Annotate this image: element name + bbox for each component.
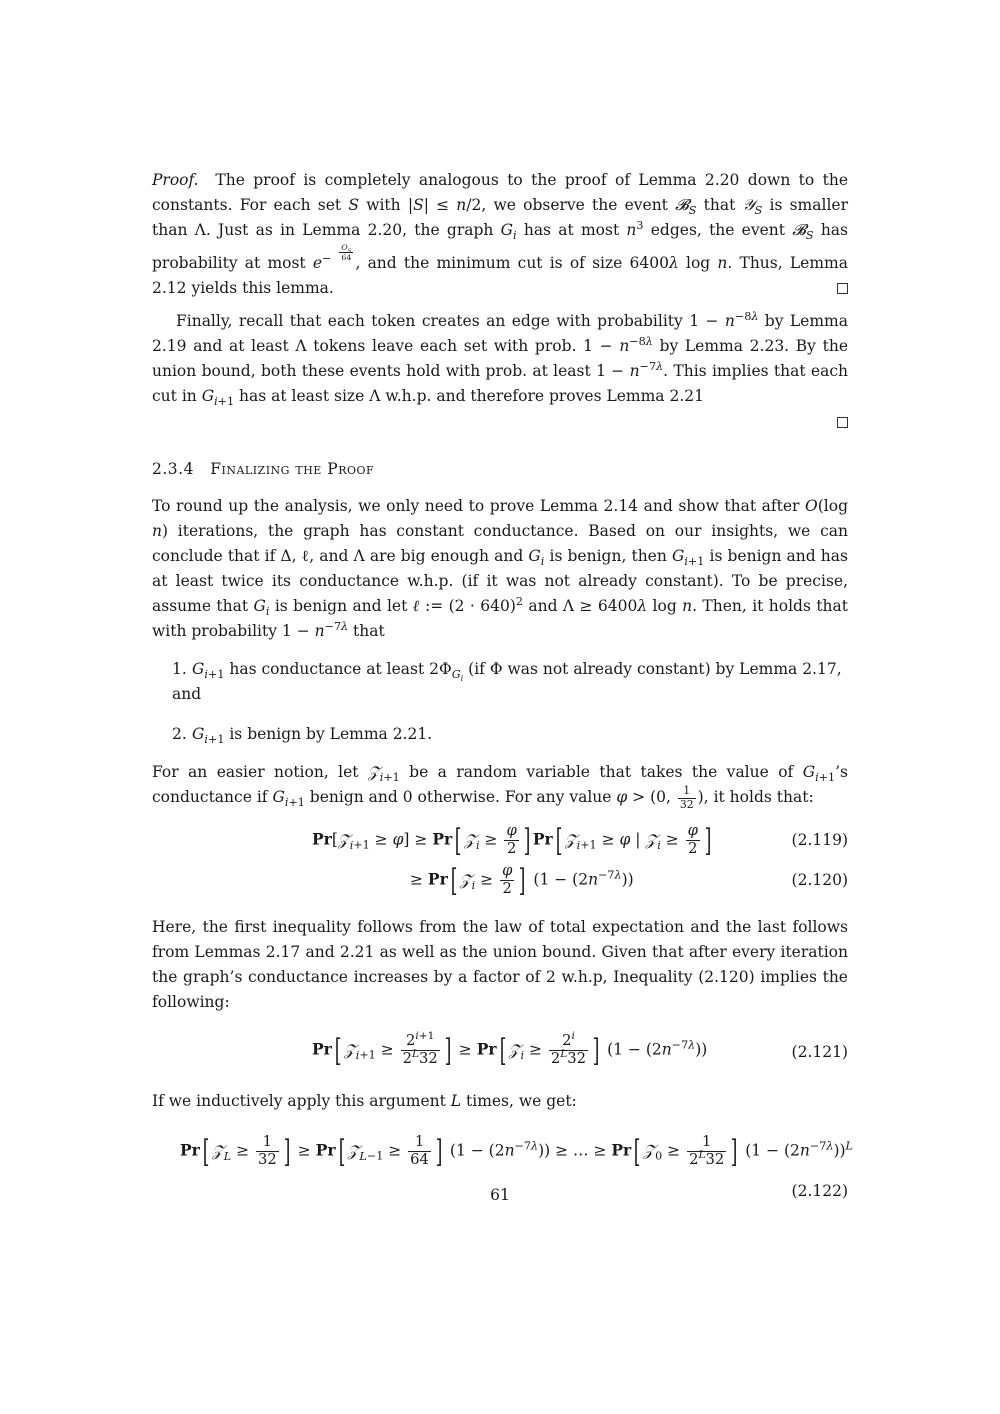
finally-paragraph: Finally, recall that each token creates an edge with probability $1 - n^{-8\lambda}$ by Lemma 2.19 and at least Λ tokens leave each set with prob. $1 - n^{-8\lambda}$ by Lemma 2.23. By the union bound, both these events hold with prob. at least $1 - n^{-7\lambda}$. This implies that each cut in $G_{i+1}$ has at least size Λ w.h.p. and therefore proves Lemma 2.21: [152, 309, 849, 409]
here-block: [152, 915, 848, 1015]
proof-text: , and the minimum cut is of size: [355, 254, 630, 273]
equation-number: (2.122): [791, 1182, 848, 1201]
proof-text: . Thus, Lemma 2.12 yields this lemma.: [152, 254, 848, 298]
conditions-list: [152, 657, 848, 747]
easier-text: For an easier notion, let: [152, 763, 368, 782]
proof-text: has at most: [516, 221, 627, 239]
finally-text: by Lemma 2.23. By the union bound, both these events hold with prob. at least: [152, 337, 848, 381]
page-number: 61: [490, 1186, 510, 1204]
equation-2-121: Pr[ 𝒵$_{i+1}$ ≥ $\frac{2^{i+1}}{2^L32}$ ] ≥ Pr[ 𝒵$_i$ ≥ $\frac{2^i}{2^L32}$ ] $(1 - (2n^{-7\lambda}))$ (2.121): [312, 1030, 848, 1069]
proof-block: [152, 168, 848, 301]
induct-paragraph: If we inductively apply this argument L times, we get:: [152, 1092, 577, 1111]
list-item-label: 2.: [172, 725, 187, 744]
easier-block: [152, 760, 848, 811]
induct-text: If we inductively apply this argument: [152, 1092, 451, 1111]
qed-symbol: [837, 283, 848, 294]
easier-text: benign and 0 otherwise. For any value: [304, 788, 617, 807]
easier-paragraph: For an easier notion, let 𝒵$_{i+1}$ be a random variable that takes the value of $G_{i+1}’s$ conductance if $G_{i+1}$ benign and 0 otherwise. For any value φ > (0, $\frac{1}{32}$ ), it holds that:: [152, 763, 848, 811]
here-paragraph: Here, the first inequality follows from the law of total expectation and the last follows from Lemmas 2.17 and 2.21 as well as the union bound. Given that after every iteration the graph’s conductance increases by a factor of 2 w.h.p, Inequality (2.120) implies the following:: [152, 918, 848, 1012]
round-up-paragraph: To round up the analysis, we only need to prove Lemma 2.14 and show that after O(log n) iterations, the graph has constant conductance. Based on our insights, we can conclude that if Δ, ℓ, and Λ are big enough and $G_i$ is benign, then $G_{i+1}$ is benign and has at least twice its conductance w.h.p. (if it was not already constant). To be precise, assume that $G_i$ is benign and let ℓ := $(2 \cdot 640)^2$ and Λ ≥ 6400λ log n. Then, it holds that with probability $1 - n^{-7\lambda}$ that: [152, 497, 848, 641]
qed-symbol: [837, 417, 848, 428]
equation-2-119: Pr[𝒵$_{i+1}$ ≥ φ] ≥ Pr[ 𝒵$_i$ ≥ $\frac{\varphi}{2}$ ] Pr[ 𝒵$_{i+1}$ ≥ φ | 𝒵$_i$ ≥ $\frac{\varphi}{2}$ ] (2.119): [312, 822, 848, 859]
equation-number: (2.121): [791, 1043, 848, 1062]
proof-text: with: [366, 196, 408, 214]
finally-text: Finally, recall that each token creates an edge with probability: [176, 312, 690, 331]
easier-text: , it holds that:: [703, 788, 814, 807]
list-item: 1. $G_{i+1}$ has conductance at least $2\Phi_{G_i}$ (if Φ was not already constant) by Lemma 2.17, and: [152, 657, 848, 707]
list-item: 2. $G_{i+1}$ is benign by Lemma 2.21.: [152, 722, 848, 747]
round-text: is benign, then: [544, 547, 672, 566]
proof-label: Proof.: [152, 171, 199, 189]
page-body: [152, 168, 853, 1210]
proof-text: , we observe the event: [481, 196, 676, 214]
proof-text: edges, the event: [643, 221, 793, 239]
round-text: and: [522, 597, 563, 616]
list-item-text: is benign by Lemma 2.21.: [224, 725, 433, 744]
section-title: Finalizing the Proof: [210, 460, 375, 479]
finally-text: . This implies that each cut in: [152, 362, 849, 406]
equation-2-122: Pr[ 𝒵$_L$ ≥ $\frac{1}{32}$ ] ≥ Pr[ 𝒵$_{L-1}$ ≥ $\frac{1}{64}$ ] $(1 - (2n^{-7\lambda}))$ ≥ … ≥ Pr[ 𝒵$_0$ ≥ $\frac{1}{2^L32}$ ] $(1 - (2n^{-7\lambda}))^L$ (2.122): [180, 1133, 853, 1201]
equation-2-120: ≥ Pr[ 𝒵$_i$ ≥ $\frac{\varphi}{2}$ ] $(1 - (2n^{-7\lambda}))$ (2.120): [410, 862, 848, 899]
round-up-block: [152, 494, 848, 644]
section-number: 2.3.4: [152, 460, 194, 479]
round-text: is benign and let: [269, 597, 413, 616]
finally-text: has at least size Λ w.h.p. and therefore proves Lemma 2.21: [234, 387, 704, 406]
round-text: is benign and has at least twice its conductance w.h.p. (if it was not already constant). To be precise, assume that: [152, 547, 848, 616]
proof-text: The proof is completely analogous to the proof of Lemma 2.20 down to the constants. For each set: [152, 171, 848, 214]
equation-number: (2.119): [791, 831, 848, 850]
qed-row: [152, 409, 848, 434]
list-item-text: (if Φ was not already constant) by Lemma 2.17, and: [172, 660, 842, 704]
equation-number: (2.120): [791, 871, 848, 890]
finally-block: [152, 309, 848, 434]
round-text: that: [348, 622, 385, 641]
round-text: . Then, it holds that with probability: [152, 597, 848, 641]
list-item-label: 1.: [172, 660, 187, 679]
proof-text: has probability at most: [152, 221, 848, 273]
round-text: To round up the analysis, we only need to prove Lemma 2.14 and show that after: [152, 497, 806, 516]
round-text: iterations, the graph has constant conductance. Based on our insights, we can conclude that if Δ, ℓ, and Λ are big enough and: [152, 522, 848, 566]
proof-text: is smaller than Λ. Just as in Lemma 2.20, the graph: [152, 196, 848, 239]
induct-block: [152, 1089, 848, 1114]
induct-text: times, we get:: [461, 1092, 577, 1111]
finally-text: by Lemma 2.19 and at least Λ tokens leave each set with prob.: [152, 312, 848, 356]
proof-text: that: [696, 196, 743, 214]
section-heading: [152, 457, 848, 482]
easier-text: be a random variable that takes the value of: [399, 763, 803, 782]
list-item-text: has conductance at least: [224, 660, 430, 679]
easier-text: ’s conductance if: [152, 763, 848, 807]
proof-paragraph: Proof. The proof is completely analogous to the proof of Lemma 2.20 down to the constants. For each set S with |S| ≤ n/2, we observe the event 𝓑$_S$ that 𝒴$_S$ is smaller than Λ. Just as in Lemma 2.20, the graph $G_i$ has at most $n^3$ edges, the event 𝓑$_S$ has probability at most $e^{- \frac{O_S}{64}}$ , and the minimum cut is of size 6400λ log n. Thus, Lemma 2.12 yields this lemma.: [152, 171, 848, 298]
